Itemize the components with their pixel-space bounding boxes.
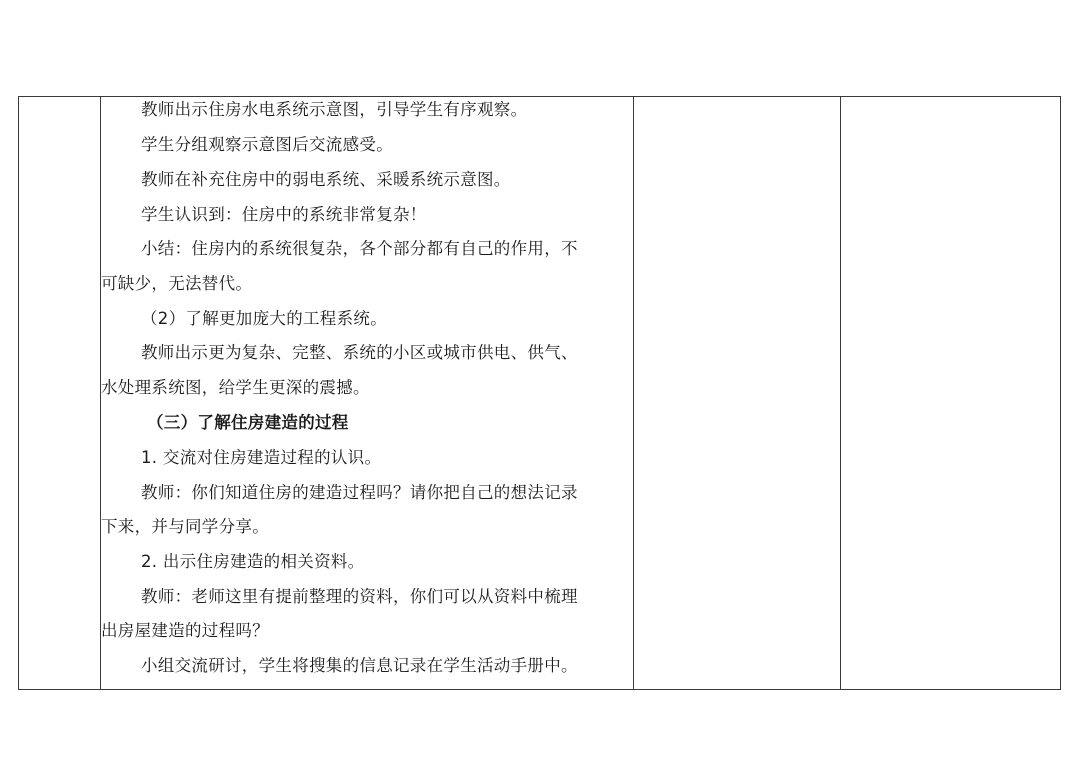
text-line: 教师：老师这里有提前整理的资料，你们可以从资料中梳理 (141, 587, 578, 606)
text-line: 1. 交流对住房建造过程的认识。 (141, 448, 382, 467)
teaching-process-cell (101, 97, 633, 689)
text-line: 水处理系统图，给学生更深的震撼。 (101, 378, 370, 397)
text-line: 教师出示住房水电系统示意图，引导学生有序观察。 (141, 100, 528, 119)
text-line: 学生分组观察示意图后交流感受。 (141, 135, 393, 154)
lesson-plan-table (18, 96, 1061, 690)
text-line: 小组交流研讨，学生将搜集的信息记录在学生活动手册中。 (141, 656, 578, 675)
text-line: 教师在补充住房中的弱电系统、采暖系统示意图。 (141, 170, 511, 189)
text-line: 学生认识到：住房中的系统非常复杂！ (141, 205, 427, 224)
text-line: 2. 出示住房建造的相关资料。 (141, 552, 365, 571)
column-divider-3 (840, 97, 841, 689)
section-heading: （三）了解住房建造的过程 (147, 413, 349, 432)
text-line: 小结：住房内的系统很复杂，各个部分都有自己的作用，不 (141, 239, 578, 258)
text-line: 出房屋建造的过程吗？ (101, 621, 269, 640)
text-line: 可缺少，无法替代。 (101, 274, 253, 293)
column-divider-2 (633, 97, 634, 689)
text-line: （2）了解更加庞大的工程系统。 (141, 309, 387, 328)
text-line: 教师出示更为复杂、完整、系统的小区或城市供电、供气、 (141, 343, 578, 362)
text-line: 下来，并与同学分享。 (101, 517, 269, 536)
text-line: 教师：你们知道住房的建造过程吗？请你把自己的想法记录 (141, 483, 578, 502)
